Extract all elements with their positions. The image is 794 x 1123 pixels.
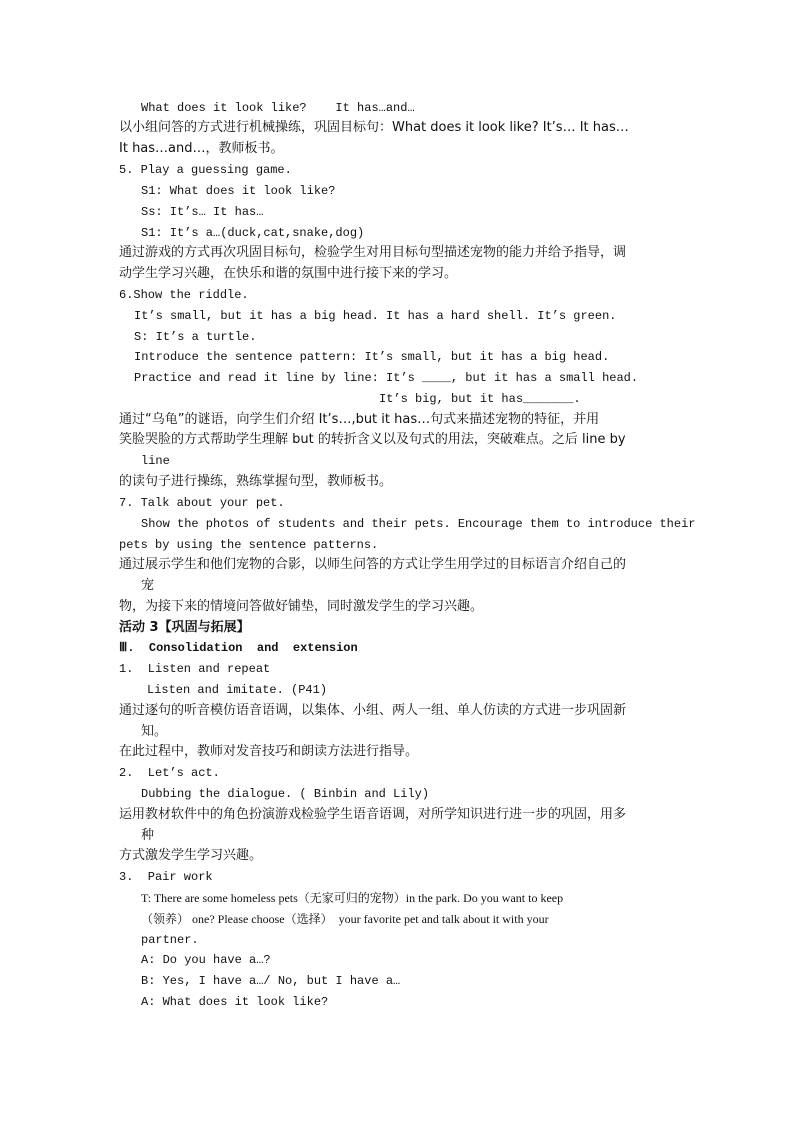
list-item: 7. Talk about your pet. bbox=[119, 496, 285, 510]
list-item: 2. Let’s act. bbox=[119, 766, 220, 780]
text-line: It’s big, but it has_______. bbox=[379, 392, 581, 406]
text-line: Show the photos of students and their pets. Encourage them to introduce their bbox=[141, 517, 696, 531]
text-line: 种 bbox=[141, 828, 155, 843]
text-line: 的读句子进行操练，熟练掌握句型，教师板书。 bbox=[119, 474, 393, 489]
text-line: 通过逐句的听音模仿语音语调，以集体、小组、两人一组、单人仿读的方式进一步巩固新 bbox=[119, 703, 627, 718]
text-line: Listen and imitate. (P41) bbox=[147, 683, 328, 697]
text-line: partner. bbox=[141, 933, 199, 947]
text-line: A: Do you have a…? bbox=[141, 953, 271, 967]
list-item: 3. Pair work bbox=[119, 870, 213, 884]
text-line: 在此过程中，教师对发音技巧和朗读方法进行指导。 bbox=[119, 744, 419, 759]
text-line: B: Yes, I have a…/ No, but I have a… bbox=[141, 974, 401, 988]
list-item: 1. Listen and repeat bbox=[119, 662, 271, 676]
text-line: Introduce the sentence pattern: It’s small, but it has a big head. bbox=[134, 350, 610, 364]
text-line: What does it look like? It has…and… bbox=[141, 101, 415, 115]
text-line: 知。 bbox=[141, 724, 168, 739]
text-line: 宠 bbox=[141, 578, 155, 593]
text-line: Ss: It’s… It has… bbox=[141, 205, 264, 219]
list-item: 5. Play a guessing game. bbox=[119, 163, 292, 177]
text-line: Practice and read it line by line: It’s ____, but it has a small head. bbox=[134, 371, 639, 385]
text-line: It’s small, but it has a big head. It has a hard shell. It’s green. bbox=[134, 309, 617, 323]
text-line: 通过游戏的方式再次巩固目标句，检验学生对用目标句型描述宠物的能力并给予指导，调 bbox=[119, 245, 627, 260]
text-line: S1: What does it look like? bbox=[141, 184, 336, 198]
text-line: 通过展示学生和他们宠物的合影，以师生问答的方式让学生用学过的目标语言介绍自己的 bbox=[119, 557, 627, 572]
section-heading: 活动 3【巩固与拓展】 bbox=[119, 620, 250, 635]
text-line: A: What does it look like? bbox=[141, 995, 329, 1009]
text-line: 通过“乌龟”的谜语，向学生们介绍 It’s…,but it has…句式来描述宠物的特征，并用 bbox=[119, 412, 600, 427]
text-line: 方式激发学生学习兴趣。 bbox=[119, 848, 263, 863]
text-line: 以小组问答的方式进行机械操练，巩固目标句：What does it look like? It’s… It has… bbox=[119, 120, 629, 135]
text-line: Dubbing the dialogue. ( Binbin and Lily) bbox=[141, 787, 430, 801]
text-line: （领养） one? Please choose（选择） your favorite pet and talk about it with your bbox=[141, 912, 549, 926]
text-line: It has…and…，教师板书。 bbox=[119, 141, 284, 156]
text-line: pets by using the sentence patterns. bbox=[119, 538, 379, 552]
text-line: S: It’s a turtle. bbox=[134, 330, 257, 344]
text-line: 运用教材软件中的角色扮演游戏检验学生语音语调，对所学知识进行进一步的巩固，用多 bbox=[119, 807, 627, 822]
text-line: 动学生学习兴趣，在快乐和谐的氛围中进行接下来的学习。 bbox=[119, 266, 458, 281]
list-item: 6.Show the riddle. bbox=[119, 288, 249, 302]
text-line: S1: It’s a…(duck,cat,snake,dog) bbox=[141, 226, 365, 240]
text-line: T: There are some homeless pets（无家可归的宠物）in the park. Do you want to keep bbox=[141, 891, 564, 905]
text-line: 物，为接下来的情境问答做好铺垫，同时激发学生的学习兴趣。 bbox=[119, 599, 484, 614]
section-heading: Ⅲ. Consolidation and extension bbox=[119, 641, 358, 655]
text-line: line bbox=[141, 454, 170, 468]
text-line: 笑脸哭脸的方式帮助学生理解 but 的转折含义以及句式的用法，突破难点。之后 line by bbox=[119, 432, 626, 447]
